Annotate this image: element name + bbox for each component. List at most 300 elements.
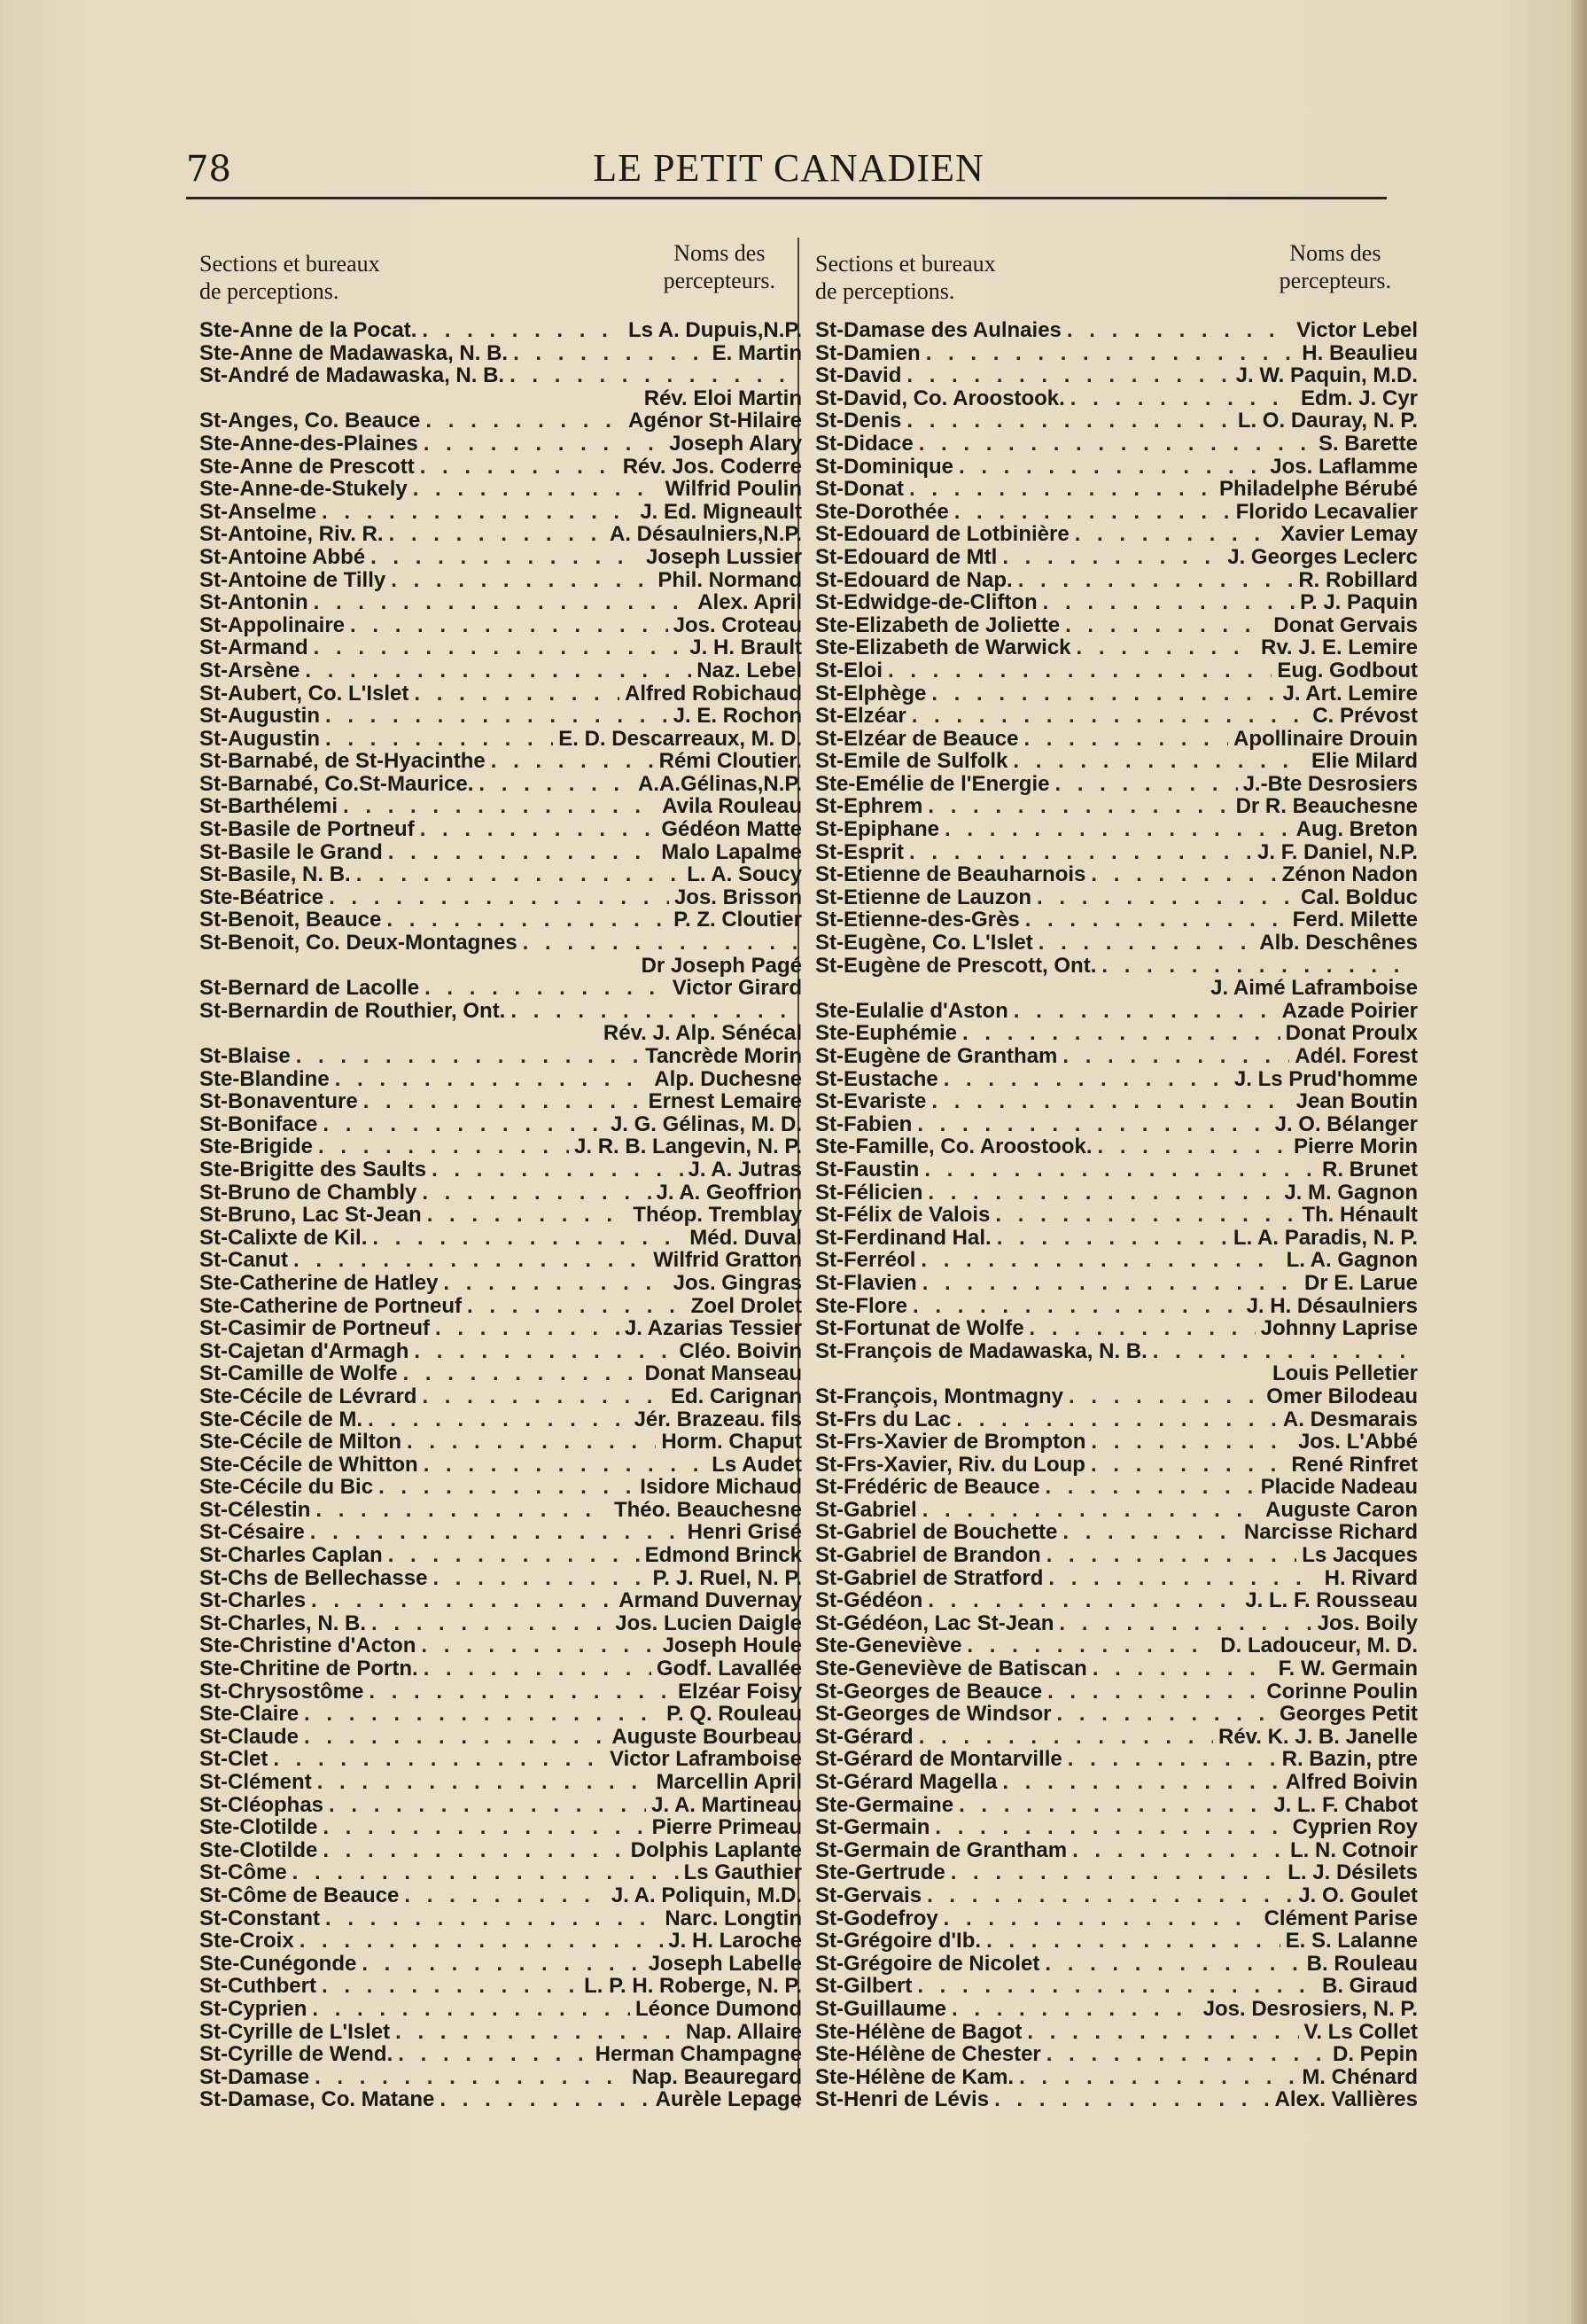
leader-dots bbox=[312, 1998, 630, 2021]
section-name: St-Donat bbox=[815, 477, 904, 502]
list-item bbox=[815, 1930, 1418, 1953]
leader-dots bbox=[315, 2066, 626, 2089]
collector-name: L. N. Cotnoir bbox=[1290, 1837, 1418, 1862]
section-name: St-Augustin bbox=[199, 704, 320, 729]
leader-dots bbox=[273, 1748, 604, 1771]
leader-dots bbox=[325, 705, 668, 728]
leader-dots bbox=[421, 1634, 657, 1657]
list-item bbox=[815, 705, 1418, 728]
collector-name: Jér. Brazeau. fils bbox=[634, 1407, 802, 1431]
list-item bbox=[815, 1476, 1418, 1499]
list-item bbox=[199, 682, 802, 706]
leader-dots bbox=[422, 319, 623, 342]
section-name: St-Edwidge-de-Clifton bbox=[815, 590, 1038, 615]
section-name: St-Faustin bbox=[815, 1157, 920, 1181]
leader-dots bbox=[1068, 1748, 1277, 1771]
list-item bbox=[815, 728, 1418, 751]
section-name: St-Edouard de Lotbinière bbox=[815, 522, 1070, 547]
section-name: Ste-Blandine bbox=[199, 1066, 330, 1091]
list-item bbox=[815, 1385, 1418, 1408]
collector-name: J. Art. Lemire bbox=[1282, 681, 1418, 706]
leader-dots bbox=[422, 1181, 650, 1205]
leader-dots bbox=[296, 1045, 640, 1068]
list-item bbox=[199, 1998, 802, 2021]
section-name: Ste-Clotilde bbox=[199, 1815, 318, 1840]
collector-name: A.A.Gélinas,N.P. bbox=[638, 771, 802, 796]
list-item bbox=[815, 319, 1418, 342]
leader-dots bbox=[945, 818, 1291, 841]
section-name: St-Guillaume bbox=[815, 1996, 947, 2021]
section-name: Ste-Cécile du Bic bbox=[199, 1475, 374, 1500]
leader-dots bbox=[325, 728, 553, 751]
list-item bbox=[815, 1158, 1418, 1181]
list-item bbox=[199, 750, 802, 773]
section-name: Ste-Cunégonde bbox=[199, 1951, 357, 1976]
leader-dots bbox=[1070, 387, 1295, 410]
collector-name: H. Rivard bbox=[1324, 1565, 1418, 1590]
list-item bbox=[815, 1499, 1418, 1522]
section-name: St-Calixte de Kil. bbox=[199, 1225, 368, 1250]
leader-dots bbox=[318, 1135, 569, 1158]
section-name: Ste-Anne de la Pocat. bbox=[199, 318, 417, 342]
section-name: St-Basile de Portneuf bbox=[199, 817, 415, 842]
collector-name: Ernest Lemaire bbox=[648, 1089, 802, 1114]
list-item bbox=[815, 1998, 1418, 2021]
leader-dots bbox=[917, 1975, 1317, 1998]
list-item bbox=[815, 501, 1418, 524]
list-item bbox=[199, 1861, 802, 1884]
section-name: Ste-Clotilde bbox=[199, 1837, 318, 1862]
leader-dots bbox=[432, 1567, 647, 1590]
collector-name: L. A. Paradis, N. P. bbox=[1233, 1225, 1418, 1250]
collector-name: J. O. Goulet bbox=[1298, 1883, 1418, 1907]
section-name: St-Henri de Lévis bbox=[815, 2087, 990, 2112]
collector-name: Pierre Morin bbox=[1293, 1135, 1418, 1159]
section-name: St-Damase, Co. Matane bbox=[199, 2087, 435, 2112]
section-name: St-Constant bbox=[199, 1906, 320, 1930]
list-item bbox=[815, 591, 1418, 614]
leader-dots bbox=[913, 1295, 1241, 1318]
leader-dots bbox=[1056, 1703, 1273, 1726]
leader-dots bbox=[912, 705, 1308, 728]
leader-dots bbox=[922, 1499, 1260, 1522]
collector-name: Aug. Breton bbox=[1295, 817, 1418, 842]
leader-dots bbox=[906, 409, 1232, 433]
leader-dots bbox=[292, 1861, 679, 1884]
list-item bbox=[199, 1362, 802, 1385]
section-name: St-André de Madawaska, N. B. bbox=[199, 363, 505, 388]
list-item bbox=[815, 1272, 1418, 1295]
leader-dots bbox=[1153, 1340, 1412, 1363]
leader-dots bbox=[906, 364, 1230, 387]
section-name: St-Appolinaire bbox=[199, 612, 346, 637]
leader-dots bbox=[1023, 728, 1228, 751]
collector-name: Wilfrid Gratton bbox=[653, 1248, 802, 1273]
section-name: St-Denis bbox=[815, 409, 902, 433]
section-name: St-Clément bbox=[199, 1770, 312, 1794]
list-item bbox=[815, 636, 1418, 659]
list-item bbox=[815, 932, 1418, 955]
leader-dots bbox=[1091, 863, 1276, 886]
list-item bbox=[199, 1748, 802, 1771]
collector-name: B. Giraud bbox=[1321, 1974, 1418, 1999]
leader-dots bbox=[424, 1657, 651, 1681]
section-name: Ste-Anne-de-Stukely bbox=[199, 477, 408, 502]
collector-name: D. Ladouceur, M. D. bbox=[1220, 1634, 1418, 1658]
collector-name: Herman Champagne bbox=[595, 2042, 802, 2067]
section-name: St-Eustache bbox=[815, 1066, 938, 1091]
list-item bbox=[199, 1181, 802, 1205]
leader-dots bbox=[350, 614, 668, 637]
leader-dots bbox=[1072, 1839, 1285, 1862]
collector-name: J. Aimé Laframboise bbox=[1210, 976, 1418, 1001]
section-name: St-Félicien bbox=[815, 1180, 923, 1205]
section-name: St-Côme de Beauce bbox=[199, 1883, 400, 1907]
list-item bbox=[815, 1567, 1418, 1590]
leader-dots bbox=[1025, 909, 1287, 932]
collector-name: Georges Petit bbox=[1279, 1702, 1418, 1727]
list-item bbox=[815, 1953, 1418, 1976]
collector-name: Elie Milard bbox=[1311, 749, 1418, 774]
collector-name: Marcellin April bbox=[656, 1770, 802, 1794]
list-item bbox=[199, 478, 802, 501]
leader-dots bbox=[1047, 1681, 1261, 1704]
list-item bbox=[199, 1499, 802, 1522]
section-name: St-Cyrille de Wend. bbox=[199, 2042, 393, 2067]
collector-name: J. F. Daniel, N.P. bbox=[1257, 839, 1418, 864]
list-item bbox=[815, 863, 1418, 886]
leader-dots bbox=[413, 478, 660, 501]
collector-name: Ls Audet bbox=[712, 1452, 802, 1477]
collector-name: Tancrède Morin bbox=[645, 1044, 802, 1068]
leader-dots bbox=[425, 409, 623, 433]
leader-dots bbox=[420, 818, 657, 841]
section-name: St-Anselme bbox=[199, 499, 317, 524]
list-item bbox=[199, 1703, 802, 1726]
section-name: St-Damase bbox=[199, 2064, 310, 2089]
leader-dots bbox=[407, 1431, 656, 1454]
section-name: Ste-Hélène de Kam. bbox=[815, 2064, 1015, 2089]
leader-dots bbox=[935, 1816, 1287, 1839]
list-item bbox=[199, 705, 802, 728]
list-item bbox=[815, 433, 1418, 456]
collector-name: Rév. K. J. B. Janelle bbox=[1218, 1724, 1418, 1749]
section-name: St-Armand bbox=[199, 636, 308, 660]
collector-name: D. Pepin bbox=[1332, 2042, 1418, 2067]
leader-dots bbox=[388, 841, 657, 864]
collector-name: H. Beaulieu bbox=[1302, 340, 1418, 365]
section-name: St-Barnabé, Co.St-Maurice. bbox=[199, 771, 474, 796]
leader-dots bbox=[962, 1022, 1280, 1045]
section-name: St-Antoine de Tilly bbox=[199, 567, 386, 592]
section-name: St-Félix de Valois bbox=[815, 1203, 991, 1228]
leader-dots bbox=[909, 841, 1252, 864]
list-item bbox=[199, 1000, 802, 1023]
collector-name: J. H. Brault bbox=[689, 636, 802, 660]
collector-name: Agénor St-Hilaire bbox=[627, 409, 802, 433]
collector-name: Godf. Lavallée bbox=[656, 1657, 802, 1681]
list-item bbox=[199, 1022, 802, 1045]
leader-dots bbox=[1093, 1657, 1273, 1681]
leader-dots bbox=[403, 1362, 640, 1385]
collector-name: Victor Laframboise bbox=[610, 1747, 802, 1772]
list-item bbox=[199, 319, 802, 342]
list-item bbox=[815, 1181, 1418, 1205]
collector-name: Joseph Lussier bbox=[645, 544, 802, 569]
section-name: St-David, Co. Aroostook. bbox=[815, 386, 1065, 410]
list-item bbox=[815, 569, 1418, 592]
list-item bbox=[199, 364, 802, 387]
section-name: St-Camille de Wolfe bbox=[199, 1361, 398, 1386]
collector-name: J. O. Bélanger bbox=[1274, 1111, 1418, 1136]
list-item bbox=[815, 841, 1418, 864]
leader-dots bbox=[378, 1476, 634, 1499]
collector-name: J. L. F. Chabot bbox=[1273, 1792, 1418, 1817]
heading-sections: Sections et bureaux de perceptions. bbox=[815, 251, 996, 304]
section-name: St-Damien bbox=[815, 340, 921, 365]
section-name: St-Eloi bbox=[815, 658, 883, 682]
list-item bbox=[199, 1204, 802, 1227]
leader-dots bbox=[305, 659, 691, 682]
section-name: St-Esprit bbox=[815, 839, 905, 864]
leader-dots bbox=[343, 795, 657, 818]
leader-dots bbox=[356, 863, 681, 886]
leader-dots bbox=[422, 1385, 665, 1408]
list-item bbox=[199, 1521, 802, 1544]
list-item bbox=[199, 523, 802, 546]
section-name: St-Benoit, Co. Deux-Montagnes bbox=[199, 931, 517, 955]
section-name: St-Gédéon bbox=[815, 1588, 923, 1613]
list-item bbox=[199, 1567, 802, 1590]
collector-name: Alex. April bbox=[697, 590, 802, 615]
collector-name: J. Ed. Migneault bbox=[640, 499, 802, 524]
collector-name: Placide Nadeau bbox=[1260, 1475, 1418, 1500]
collector-name: René Rinfret bbox=[1291, 1452, 1418, 1477]
list-item bbox=[199, 1090, 802, 1113]
collector-name: Ed. Carignan bbox=[670, 1384, 802, 1408]
list-item bbox=[815, 546, 1418, 569]
collector-name: Jos. Gingras bbox=[673, 1270, 802, 1295]
section-name: St-Etienne-des-Grès bbox=[815, 908, 1020, 932]
heading-collectors: Noms des percepteurs. bbox=[1279, 240, 1391, 293]
list-item bbox=[199, 1068, 802, 1091]
list-item bbox=[199, 1907, 802, 1930]
collector-name: Edmond Brinck bbox=[644, 1543, 802, 1568]
collector-name: Elzéar Foisy bbox=[677, 1679, 802, 1704]
list-item bbox=[199, 1135, 802, 1158]
section-name: St-Arsène bbox=[199, 658, 300, 682]
page-number: 78 bbox=[186, 149, 231, 190]
leader-dots bbox=[388, 1544, 640, 1567]
leader-dots bbox=[928, 795, 1230, 818]
section-name: Ste-Brigide bbox=[199, 1135, 314, 1159]
leader-dots bbox=[398, 2043, 589, 2066]
collector-name: J. A. Geoffrion bbox=[656, 1180, 802, 1205]
list-item bbox=[815, 1454, 1418, 1477]
collector-name: R. Robillard bbox=[1298, 567, 1418, 592]
collector-name: R. Brunet bbox=[1322, 1157, 1418, 1181]
section-name: St-Canut bbox=[199, 1248, 288, 1273]
leader-dots bbox=[311, 1589, 613, 1612]
leader-dots bbox=[300, 1930, 664, 1953]
list-item bbox=[815, 1975, 1418, 1998]
collector-name: Alfred Robichaud bbox=[624, 681, 802, 706]
section-name: St-Edouard de Mtl bbox=[815, 544, 998, 569]
section-name: Ste-Hélène de Chester bbox=[815, 2042, 1041, 2067]
collector-name: Malo Lapalme bbox=[661, 839, 802, 864]
list-item bbox=[815, 1362, 1418, 1385]
list-item bbox=[199, 977, 802, 1000]
collector-name: Philadelphe Bérubé bbox=[1218, 477, 1418, 502]
section-name: Ste-Brigitte des Saults bbox=[199, 1157, 427, 1181]
collector-name: J. A. Poliquin, M.D. bbox=[611, 1883, 802, 1907]
list-item bbox=[199, 342, 802, 365]
section-name: St-François, Montmagny bbox=[815, 1384, 1064, 1408]
list-item bbox=[199, 886, 802, 909]
section-name: Ste-Chritine de Portn. bbox=[199, 1657, 418, 1681]
leader-dots bbox=[1067, 319, 1291, 342]
leader-dots bbox=[1054, 773, 1237, 796]
leader-dots bbox=[1037, 886, 1295, 909]
leader-dots bbox=[1048, 1567, 1319, 1590]
section-name: Ste-Anne-des-Plaines bbox=[199, 431, 418, 456]
section-name: St-Césaire bbox=[199, 1520, 305, 1545]
list-item bbox=[199, 1930, 802, 1953]
leader-dots bbox=[304, 1726, 606, 1749]
leader-dots bbox=[323, 1816, 646, 1839]
leader-dots bbox=[322, 1975, 579, 1998]
collector-name: Théo. Beauchesne bbox=[613, 1497, 802, 1522]
section-name: St-Gérard bbox=[815, 1724, 914, 1749]
list-item bbox=[815, 909, 1418, 932]
collector-name: E. D. Descarreaux, M. D. bbox=[558, 726, 802, 751]
leader-dots bbox=[427, 1204, 628, 1227]
collector-name: Omer Bilodeau bbox=[1266, 1384, 1418, 1408]
column-heading bbox=[199, 239, 802, 319]
leader-dots bbox=[523, 932, 797, 955]
collector-name: Th. Hénault bbox=[1302, 1203, 1418, 1228]
page-header bbox=[186, 142, 1391, 204]
section-name: St-Bernardin de Routhier, Ont. bbox=[199, 998, 506, 1023]
leader-dots bbox=[944, 1068, 1229, 1091]
list-item bbox=[199, 1953, 802, 1976]
section-name: St-Gabriel de Stratford bbox=[815, 1565, 1044, 1590]
collector-name: Wilfrid Poulin bbox=[665, 477, 802, 502]
list-item bbox=[199, 2021, 802, 2044]
leader-dots bbox=[370, 546, 641, 569]
list-item bbox=[815, 2021, 1418, 2044]
leader-dots bbox=[927, 1884, 1293, 1907]
leader-dots bbox=[314, 591, 693, 614]
section-name: St-Germain bbox=[815, 1815, 930, 1840]
collector-name: Narc. Longtin bbox=[665, 1906, 802, 1930]
section-name: Ste-Catherine de Portneuf bbox=[199, 1293, 463, 1318]
leader-dots bbox=[1019, 2066, 1296, 2089]
list-item bbox=[815, 1703, 1418, 1726]
collector-name: E. Martin bbox=[712, 340, 802, 365]
section-name: St-Fortunat de Wolfe bbox=[815, 1316, 1024, 1341]
collector-name: P. J. Ruel, N. P. bbox=[652, 1565, 802, 1590]
collector-name: Phil. Normand bbox=[657, 567, 802, 592]
list-item bbox=[815, 1726, 1418, 1749]
list-item bbox=[199, 1726, 802, 1749]
section-name: St-Emile de Sulfolk bbox=[815, 749, 1008, 774]
section-name: St-Epiphane bbox=[815, 817, 940, 842]
collector-name: P. Z. Cloutier bbox=[673, 908, 802, 932]
leader-dots bbox=[952, 1998, 1198, 2021]
section-name: St-Cyrille de L'Islet bbox=[199, 2019, 391, 2044]
collector-name: J. Georges Leclerc bbox=[1227, 544, 1418, 569]
list-item bbox=[199, 795, 802, 818]
section-name: St-Fabien bbox=[815, 1111, 913, 1136]
column-heading bbox=[815, 239, 1418, 319]
list-item bbox=[815, 818, 1418, 841]
collector-name: A. Désaulniers,N.P. bbox=[610, 522, 802, 547]
collector-name: Rémi Cloutier. bbox=[658, 749, 802, 774]
section-name: St-Charles Caplan bbox=[199, 1543, 383, 1568]
list-item bbox=[199, 1454, 802, 1477]
column-left bbox=[199, 239, 802, 2111]
collector-name: J. A. Jutras bbox=[688, 1157, 802, 1181]
section-name: St-Aubert, Co. L'Islet bbox=[199, 681, 409, 706]
collector-name: F. W. Germain bbox=[1278, 1657, 1418, 1681]
section-name: St-Clet bbox=[199, 1747, 268, 1772]
heading-collectors: Noms des percepteurs. bbox=[663, 240, 775, 293]
list-item bbox=[199, 909, 802, 932]
collector-name: Ls Gauthier bbox=[683, 1860, 802, 1885]
leader-dots bbox=[967, 1634, 1215, 1657]
collector-name: Jean Boutin bbox=[1295, 1089, 1418, 1114]
collector-name: J. M. Gagnon bbox=[1284, 1180, 1418, 1205]
list-item bbox=[815, 1295, 1418, 1318]
leader-dots bbox=[926, 342, 1297, 365]
list-item bbox=[199, 841, 802, 864]
leader-dots bbox=[363, 1090, 643, 1113]
section-name: St-Flavien bbox=[815, 1270, 917, 1295]
list-item bbox=[815, 1839, 1418, 1862]
list-item bbox=[199, 773, 802, 796]
collector-name: Auguste Caron bbox=[1264, 1497, 1418, 1522]
section-name: Ste-Cécile de Milton bbox=[199, 1430, 402, 1454]
collector-name: Corinne Poulin bbox=[1266, 1679, 1418, 1704]
collector-name: Avila Rouleau bbox=[662, 794, 802, 819]
collector-name: Dr E. Larue bbox=[1303, 1270, 1418, 1295]
collector-name: Horm. Chaput bbox=[661, 1430, 802, 1454]
section-name: St-Didace bbox=[815, 431, 914, 456]
section-name: Ste-Cécile de M. bbox=[199, 1407, 363, 1431]
section-name: St-Gilbert bbox=[815, 1974, 913, 1999]
section-name: St-Dominique bbox=[815, 454, 953, 479]
leader-dots bbox=[424, 433, 664, 456]
leader-dots bbox=[1043, 591, 1295, 614]
list-item bbox=[815, 750, 1418, 773]
list-item bbox=[199, 2066, 802, 2089]
collector-name: Clément Parise bbox=[1264, 1906, 1418, 1930]
section-name: St-Eugène de Prescott, Ont. bbox=[815, 953, 1097, 978]
list-item bbox=[815, 387, 1418, 410]
section-name: St-François de Madawaska, N. B. bbox=[815, 1338, 1147, 1363]
list-item bbox=[199, 546, 802, 569]
leader-dots bbox=[1091, 1431, 1293, 1454]
leader-dots bbox=[310, 1521, 682, 1544]
section-name: St-Gédéon, Lac St-Jean bbox=[815, 1610, 1054, 1635]
list-item bbox=[815, 1634, 1418, 1657]
list-item bbox=[815, 342, 1418, 365]
section-name: St-Frs du Lac bbox=[815, 1407, 952, 1431]
list-item bbox=[815, 1794, 1418, 1817]
collector-name: Pierre Primeau bbox=[651, 1815, 802, 1840]
list-item bbox=[199, 659, 802, 682]
